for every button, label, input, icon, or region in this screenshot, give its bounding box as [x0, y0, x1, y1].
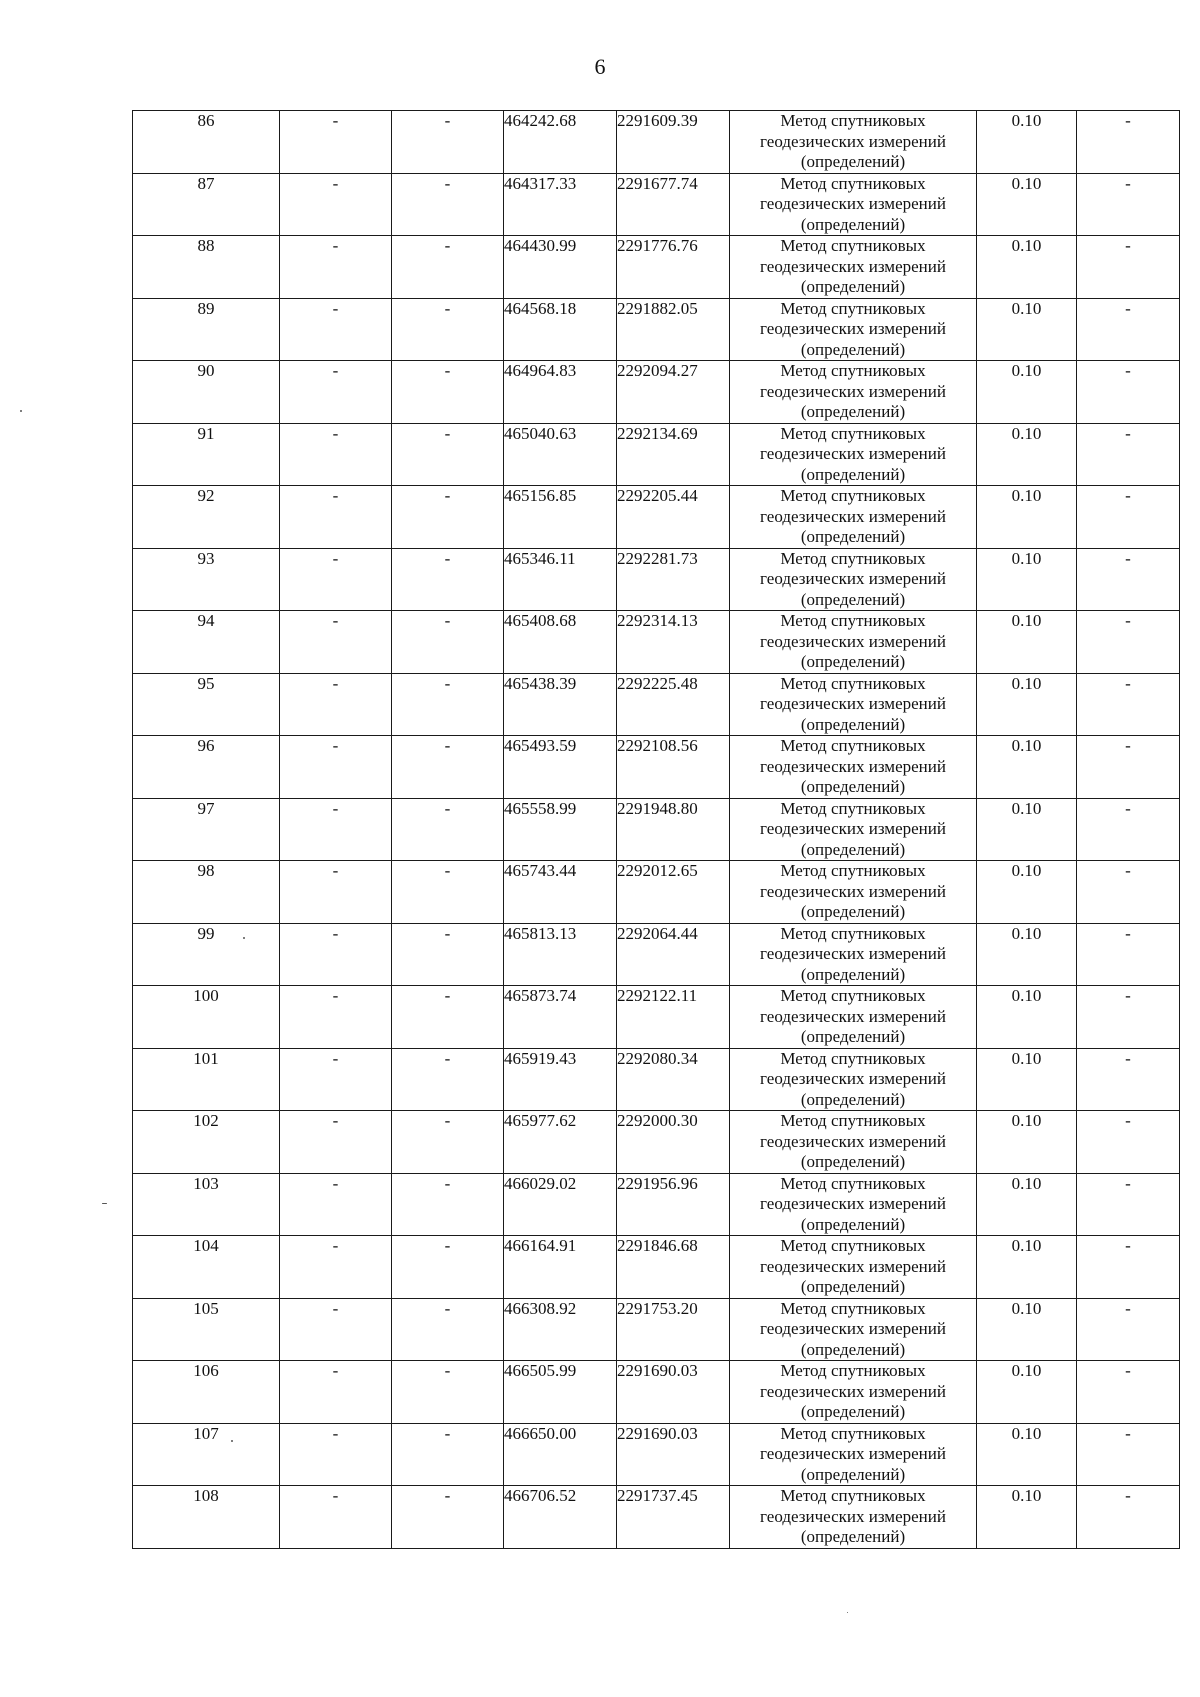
- method-cell: [730, 298, 977, 361]
- method-cell: [730, 1298, 977, 1361]
- method-cell: [730, 736, 977, 799]
- x-coordinate-cell: 465743.44: [504, 861, 617, 924]
- y-coordinate-cell: 2291737.45: [617, 1486, 730, 1549]
- method-line: Метод спутниковых: [780, 236, 926, 255]
- col2-cell: -: [280, 861, 392, 924]
- col3-cell: -: [392, 1048, 504, 1111]
- col3-cell: -: [392, 1236, 504, 1299]
- last-cell: -: [1077, 1048, 1180, 1111]
- method-line: (определений): [800, 714, 906, 734]
- x-coordinate-cell: 466308.92: [504, 1298, 617, 1361]
- method-line: геодезических измерений: [760, 1444, 946, 1463]
- accuracy-cell: 0.10: [977, 423, 1077, 486]
- x-coordinate-cell: 465346.11: [504, 548, 617, 611]
- method-cell: [730, 798, 977, 861]
- method-line: (определений): [800, 152, 906, 171]
- col2-cell: -: [280, 1423, 392, 1486]
- point-number-cell: 106: [133, 1361, 280, 1424]
- point-number-cell: 97: [133, 798, 280, 861]
- method-cell: [730, 1423, 977, 1486]
- point-number-cell: 91: [133, 423, 280, 486]
- last-cell: -: [1077, 986, 1180, 1049]
- y-coordinate-cell: 2292012.65: [617, 861, 730, 924]
- method-line: (определений): [800, 527, 906, 546]
- col3-cell: -: [392, 548, 504, 611]
- method-line: (определений): [800, 339, 906, 359]
- last-cell: -: [1077, 111, 1180, 174]
- y-coordinate-cell: 2292314.13: [617, 611, 730, 674]
- method-cell: [730, 1236, 977, 1299]
- table-row: [133, 923, 1180, 986]
- last-cell: -: [1077, 423, 1180, 486]
- scan-speck: [231, 1440, 233, 1442]
- col3-cell: -: [392, 861, 504, 924]
- col2-cell: -: [280, 548, 392, 611]
- point-number-cell: 105: [133, 1298, 280, 1361]
- method-line: геодезических измерений: [760, 1131, 946, 1151]
- last-cell: -: [1077, 1486, 1180, 1549]
- y-coordinate-cell: 2292205.44: [617, 486, 730, 549]
- point-number-cell: 90: [133, 361, 280, 424]
- x-coordinate-cell: 465919.43: [504, 1048, 617, 1111]
- point-number-cell: 98: [133, 861, 280, 924]
- method-line: Метод спутниковых: [780, 673, 926, 693]
- col3-cell: -: [392, 236, 504, 299]
- col3-cell: -: [392, 361, 504, 424]
- x-coordinate-cell: 465977.62: [504, 1111, 617, 1174]
- scan-speck: [847, 1612, 848, 1613]
- table-row: [133, 798, 1180, 861]
- method-line: (определений): [800, 964, 906, 984]
- method-line: (определений): [800, 1402, 906, 1421]
- method-cell: [730, 861, 977, 924]
- method-line: геодезических измерений: [760, 381, 946, 401]
- point-number-cell: 94: [133, 611, 280, 674]
- method-line: геодезических измерений: [760, 1256, 946, 1276]
- col2-cell: -: [280, 236, 392, 299]
- method-cell: [730, 111, 977, 174]
- accuracy-cell: 0.10: [977, 986, 1077, 1049]
- method-line: (определений): [800, 652, 906, 671]
- accuracy-cell: 0.10: [977, 1173, 1077, 1236]
- accuracy-cell: 0.10: [977, 236, 1077, 299]
- x-coordinate-cell: 465873.74: [504, 986, 617, 1049]
- method-line: (определений): [800, 402, 906, 421]
- col2-cell: -: [280, 1298, 392, 1361]
- scan-speck: [102, 1203, 107, 1204]
- col3-cell: -: [392, 173, 504, 236]
- accuracy-cell: 0.10: [977, 1423, 1077, 1486]
- method-cell: [730, 361, 977, 424]
- method-line: Метод спутниковых: [780, 548, 926, 568]
- method-line: (определений): [800, 1089, 906, 1109]
- y-coordinate-cell: 2292225.48: [617, 673, 730, 736]
- method-line: Метод спутниковых: [780, 861, 926, 880]
- method-line: Метод спутниковых: [780, 736, 926, 755]
- x-coordinate-cell: 466029.02: [504, 1173, 617, 1236]
- accuracy-cell: 0.10: [977, 298, 1077, 361]
- col2-cell: -: [280, 173, 392, 236]
- col3-cell: -: [392, 486, 504, 549]
- x-coordinate-cell: 465156.85: [504, 486, 617, 549]
- point-number-cell: 92: [133, 486, 280, 549]
- col2-cell: -: [280, 611, 392, 674]
- col2-cell: -: [280, 736, 392, 799]
- method-cell: [730, 1111, 977, 1174]
- x-coordinate-cell: 465813.13: [504, 923, 617, 986]
- point-number-cell: 103: [133, 1173, 280, 1236]
- col3-cell: -: [392, 1423, 504, 1486]
- table-row: [133, 1486, 1180, 1549]
- y-coordinate-cell: 2292134.69: [617, 423, 730, 486]
- method-cell: [730, 173, 977, 236]
- point-number-cell: 96: [133, 736, 280, 799]
- col3-cell: -: [392, 1486, 504, 1549]
- x-coordinate-cell: 465408.68: [504, 611, 617, 674]
- y-coordinate-cell: 2292108.56: [617, 736, 730, 799]
- x-coordinate-cell: 465040.63: [504, 423, 617, 486]
- method-cell: [730, 986, 977, 1049]
- point-number-cell: 104: [133, 1236, 280, 1299]
- last-cell: -: [1077, 673, 1180, 736]
- table-row: [133, 1236, 1180, 1299]
- method-line: геодезических измерений: [760, 1319, 946, 1338]
- y-coordinate-cell: 2291690.03: [617, 1361, 730, 1424]
- method-line: Метод спутниковых: [780, 111, 926, 130]
- method-line: геодезических измерений: [760, 256, 946, 276]
- method-line: (определений): [800, 214, 906, 234]
- method-line: Метод спутниковых: [780, 298, 926, 318]
- last-cell: -: [1077, 1361, 1180, 1424]
- point-number-cell: 108: [133, 1486, 280, 1549]
- method-line: Метод спутниковых: [780, 923, 926, 943]
- x-coordinate-cell: 465438.39: [504, 673, 617, 736]
- last-cell: -: [1077, 1173, 1180, 1236]
- method-line: Метод спутниковых: [780, 1486, 926, 1505]
- method-line: (определений): [800, 1527, 906, 1546]
- table-row: [133, 1298, 1180, 1361]
- table-row: [133, 298, 1180, 361]
- table-row: [133, 423, 1180, 486]
- y-coordinate-cell: 2291753.20: [617, 1298, 730, 1361]
- y-coordinate-cell: 2291948.80: [617, 798, 730, 861]
- accuracy-cell: 0.10: [977, 1361, 1077, 1424]
- method-line: Метод спутниковых: [780, 1361, 926, 1380]
- method-cell: [730, 1173, 977, 1236]
- y-coordinate-cell: 2292064.44: [617, 923, 730, 986]
- method-line: геодезических измерений: [760, 631, 946, 651]
- table-row: [133, 986, 1180, 1049]
- point-number-cell: 89: [133, 298, 280, 361]
- y-coordinate-cell: 2291690.03: [617, 1423, 730, 1486]
- last-cell: -: [1077, 173, 1180, 236]
- col2-cell: -: [280, 1173, 392, 1236]
- table-row: [133, 1361, 1180, 1424]
- x-coordinate-cell: 466706.52: [504, 1486, 617, 1549]
- table-row: [133, 548, 1180, 611]
- method-line: геодезических измерений: [760, 694, 946, 713]
- col3-cell: -: [392, 1298, 504, 1361]
- method-line: Метод спутниковых: [780, 1423, 926, 1443]
- col3-cell: -: [392, 923, 504, 986]
- point-number-cell: 93: [133, 548, 280, 611]
- col3-cell: -: [392, 423, 504, 486]
- x-coordinate-cell: 465558.99: [504, 798, 617, 861]
- table-row: [133, 736, 1180, 799]
- method-cell: [730, 1486, 977, 1549]
- x-coordinate-cell: 466164.91: [504, 1236, 617, 1299]
- col2-cell: -: [280, 1048, 392, 1111]
- method-line: Метод спутниковых: [780, 423, 926, 443]
- method-line: геодезических измерений: [760, 756, 946, 776]
- x-coordinate-cell: 465493.59: [504, 736, 617, 799]
- last-cell: -: [1077, 861, 1180, 924]
- col2-cell: -: [280, 486, 392, 549]
- col2-cell: -: [280, 1111, 392, 1174]
- point-number-cell: 95: [133, 673, 280, 736]
- col3-cell: -: [392, 1111, 504, 1174]
- x-coordinate-cell: 464430.99: [504, 236, 617, 299]
- col3-cell: -: [392, 736, 504, 799]
- method-cell: [730, 673, 977, 736]
- last-cell: -: [1077, 298, 1180, 361]
- page-number: 6: [594, 54, 606, 79]
- method-line: геодезических измерений: [760, 569, 946, 588]
- x-coordinate-cell: 464317.33: [504, 173, 617, 236]
- table-row: [133, 1048, 1180, 1111]
- method-line: (определений): [800, 1277, 906, 1296]
- method-line: (определений): [800, 589, 906, 609]
- method-line: геодезических измерений: [760, 944, 946, 963]
- method-line: Метод спутниковых: [780, 611, 926, 630]
- method-line: геодезических измерений: [760, 1381, 946, 1401]
- scan-speck: [243, 937, 245, 939]
- method-line: Метод спутниковых: [780, 361, 926, 380]
- method-cell: [730, 1361, 977, 1424]
- accuracy-cell: 0.10: [977, 923, 1077, 986]
- table-row: [133, 1111, 1180, 1174]
- point-number-cell: 100: [133, 986, 280, 1049]
- y-coordinate-cell: 2292000.30: [617, 1111, 730, 1174]
- method-line: геодезических измерений: [760, 1006, 946, 1026]
- method-line: (определений): [800, 1214, 906, 1234]
- accuracy-cell: 0.10: [977, 1236, 1077, 1299]
- y-coordinate-cell: 2292094.27: [617, 361, 730, 424]
- table-row: [133, 1423, 1180, 1486]
- last-cell: -: [1077, 1423, 1180, 1486]
- method-line: Метод спутниковых: [780, 1048, 926, 1068]
- col2-cell: -: [280, 361, 392, 424]
- col2-cell: -: [280, 298, 392, 361]
- x-coordinate-cell: 464568.18: [504, 298, 617, 361]
- y-coordinate-cell: 2291882.05: [617, 298, 730, 361]
- method-cell: [730, 236, 977, 299]
- last-cell: -: [1077, 486, 1180, 549]
- col3-cell: -: [392, 611, 504, 674]
- method-line: геодезических измерений: [760, 319, 946, 338]
- method-cell: [730, 923, 977, 986]
- last-cell: -: [1077, 611, 1180, 674]
- accuracy-cell: 0.10: [977, 736, 1077, 799]
- col3-cell: -: [392, 1361, 504, 1424]
- method-line: Метод спутниковых: [780, 986, 926, 1005]
- table-row: [133, 236, 1180, 299]
- accuracy-cell: 0.10: [977, 486, 1077, 549]
- point-number-cell: 102: [133, 1111, 280, 1174]
- accuracy-cell: 0.10: [977, 673, 1077, 736]
- point-number-cell: 87: [133, 173, 280, 236]
- method-cell: [730, 611, 977, 674]
- col3-cell: -: [392, 798, 504, 861]
- col3-cell: -: [392, 1173, 504, 1236]
- method-line: Метод спутниковых: [780, 1298, 926, 1318]
- last-cell: -: [1077, 798, 1180, 861]
- col3-cell: -: [392, 986, 504, 1049]
- col2-cell: -: [280, 673, 392, 736]
- last-cell: -: [1077, 236, 1180, 299]
- table-row: [133, 611, 1180, 674]
- col2-cell: -: [280, 923, 392, 986]
- last-cell: -: [1077, 1298, 1180, 1361]
- y-coordinate-cell: 2291846.68: [617, 1236, 730, 1299]
- method-line: геодезических измерений: [760, 131, 946, 151]
- accuracy-cell: 0.10: [977, 1111, 1077, 1174]
- col3-cell: -: [392, 298, 504, 361]
- table-row: [133, 486, 1180, 549]
- accuracy-cell: 0.10: [977, 548, 1077, 611]
- y-coordinate-cell: 2291776.76: [617, 236, 730, 299]
- last-cell: -: [1077, 923, 1180, 986]
- col2-cell: -: [280, 986, 392, 1049]
- method-line: (определений): [800, 464, 906, 484]
- scan-speck: [20, 410, 22, 412]
- table-row: [133, 361, 1180, 424]
- accuracy-cell: 0.10: [977, 1486, 1077, 1549]
- method-line: геодезических измерений: [760, 506, 946, 526]
- method-line: (определений): [800, 902, 906, 921]
- table-body: [133, 111, 1180, 1549]
- method-line: Метод спутниковых: [780, 1236, 926, 1255]
- method-line: геодезических измерений: [760, 1506, 946, 1526]
- accuracy-cell: 0.10: [977, 173, 1077, 236]
- col3-cell: -: [392, 111, 504, 174]
- table-row: [133, 173, 1180, 236]
- y-coordinate-cell: 2291677.74: [617, 173, 730, 236]
- method-line: Метод спутниковых: [780, 1173, 926, 1193]
- accuracy-cell: 0.10: [977, 611, 1077, 674]
- table-row: [133, 111, 1180, 174]
- last-cell: -: [1077, 1236, 1180, 1299]
- method-line: (определений): [800, 839, 906, 859]
- x-coordinate-cell: 466505.99: [504, 1361, 617, 1424]
- last-cell: -: [1077, 736, 1180, 799]
- method-cell: [730, 486, 977, 549]
- last-cell: -: [1077, 361, 1180, 424]
- accuracy-cell: 0.10: [977, 111, 1077, 174]
- method-line: геодезических измерений: [760, 881, 946, 901]
- point-number-cell: 107: [133, 1423, 280, 1486]
- y-coordinate-cell: 2292281.73: [617, 548, 730, 611]
- col2-cell: -: [280, 1361, 392, 1424]
- last-cell: -: [1077, 548, 1180, 611]
- point-number-cell: 88: [133, 236, 280, 299]
- method-line: (определений): [800, 277, 906, 296]
- x-coordinate-cell: 464242.68: [504, 111, 617, 174]
- y-coordinate-cell: 2291956.96: [617, 1173, 730, 1236]
- method-cell: [730, 1048, 977, 1111]
- col2-cell: -: [280, 798, 392, 861]
- last-cell: -: [1077, 1111, 1180, 1174]
- col2-cell: -: [280, 111, 392, 174]
- method-line: геодезических измерений: [760, 194, 946, 213]
- col2-cell: -: [280, 1486, 392, 1549]
- point-number-cell: 101: [133, 1048, 280, 1111]
- point-number-cell: 86: [133, 111, 280, 174]
- method-line: (определений): [800, 1339, 906, 1359]
- method-line: (определений): [800, 1464, 906, 1484]
- method-line: (определений): [800, 1027, 906, 1046]
- accuracy-cell: 0.10: [977, 861, 1077, 924]
- y-coordinate-cell: 2292122.11: [617, 986, 730, 1049]
- coordinates-table: [132, 110, 1180, 1549]
- table-row: [133, 673, 1180, 736]
- table-row: [133, 1173, 1180, 1236]
- method-line: геодезических измерений: [760, 819, 946, 838]
- accuracy-cell: 0.10: [977, 798, 1077, 861]
- method-line: геодезических измерений: [760, 1194, 946, 1213]
- x-coordinate-cell: 464964.83: [504, 361, 617, 424]
- method-line: Метод спутниковых: [780, 1111, 926, 1130]
- y-coordinate-cell: 2291609.39: [617, 111, 730, 174]
- y-coordinate-cell: 2292080.34: [617, 1048, 730, 1111]
- method-line: Метод спутниковых: [780, 798, 926, 818]
- accuracy-cell: 0.10: [977, 361, 1077, 424]
- method-line: (определений): [800, 777, 906, 796]
- method-line: геодезических измерений: [760, 444, 946, 463]
- col3-cell: -: [392, 673, 504, 736]
- col2-cell: -: [280, 1236, 392, 1299]
- method-line: (определений): [800, 1152, 906, 1171]
- x-coordinate-cell: 466650.00: [504, 1423, 617, 1486]
- method-cell: [730, 548, 977, 611]
- accuracy-cell: 0.10: [977, 1298, 1077, 1361]
- col2-cell: -: [280, 423, 392, 486]
- method-line: геодезических измерений: [760, 1069, 946, 1088]
- table-row: [133, 861, 1180, 924]
- method-line: Метод спутниковых: [780, 486, 926, 505]
- point-number-cell: 99: [133, 923, 280, 986]
- method-cell: [730, 423, 977, 486]
- method-line: Метод спутниковых: [780, 173, 926, 193]
- accuracy-cell: 0.10: [977, 1048, 1077, 1111]
